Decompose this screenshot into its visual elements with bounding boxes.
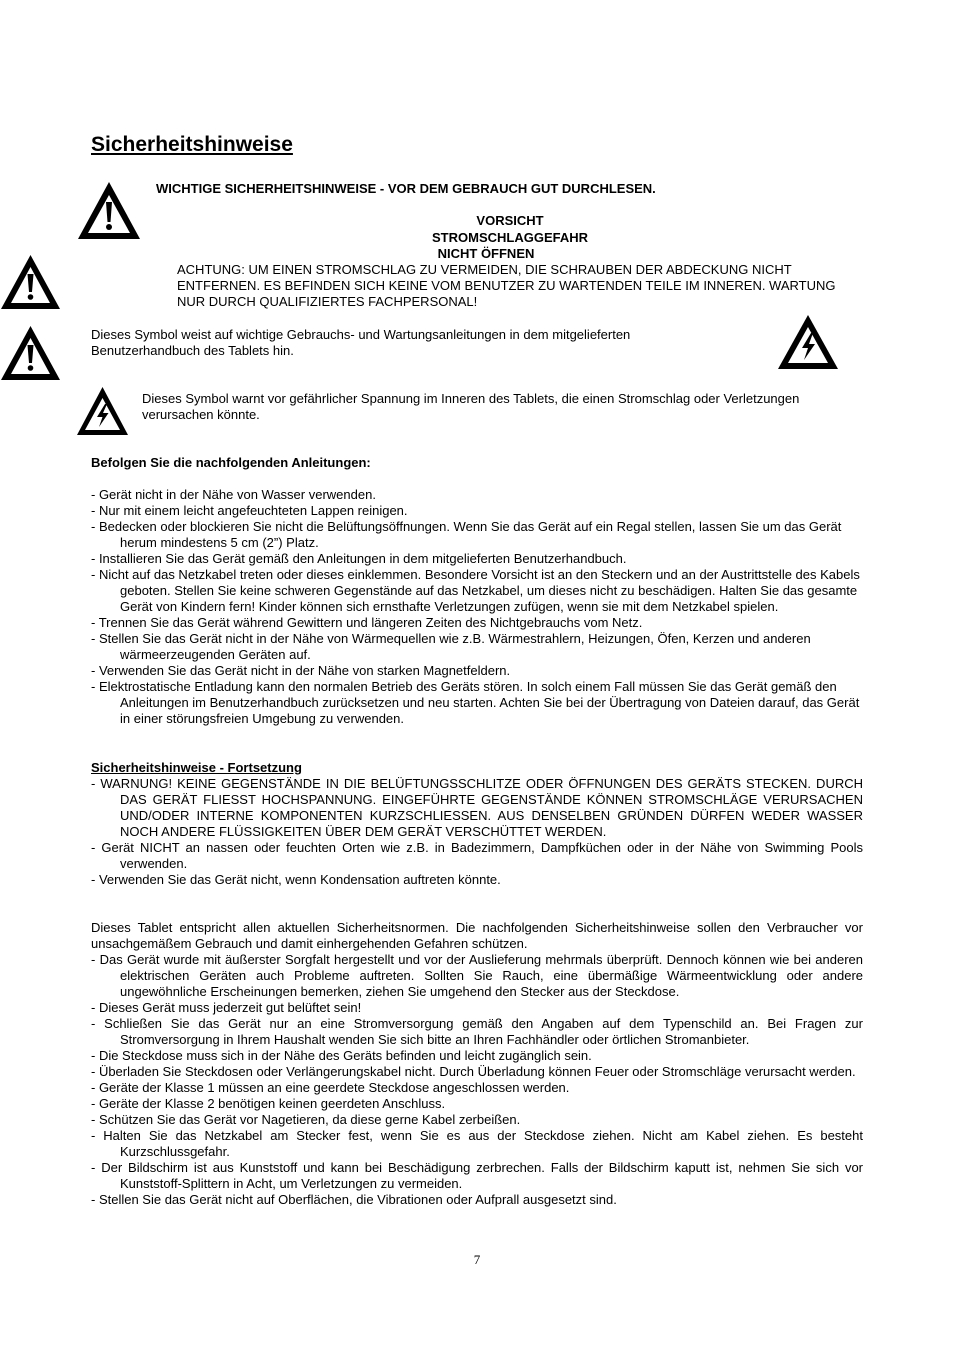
caution-line-3: NICHT ÖFFNEN [437, 246, 535, 261]
continued-list [91, 776, 863, 888]
list-item: - Der Bildschirm ist aus Kunststoff und kann bei Beschädigung zerbrechen. Falls der Bildschirm kaputt ist, nehmen Sie sich vor Kunststoff-Splittern in Acht, um Verletzungen zu vermeiden. [91, 1160, 863, 1191]
compliance-list [91, 952, 863, 1208]
intro-heading: WICHTIGE SICHERHEITSHINWEISE - VOR DEM GEBRAUCH GUT DURCHLESEN. [156, 181, 656, 196]
list-item: - Bedecken oder blockieren Sie nicht die Belüftungsöffnungen. Wenn Sie das Gerät auf ein Regal stellen, lassen Sie um das Gerät herum mindestens 5 cm (2”) Platz. [91, 519, 842, 550]
exclamation-warning-icon [76, 180, 142, 241]
list-item: - Verwenden Sie das Gerät nicht in der Nähe von starken Magnetfeldern. [91, 663, 511, 678]
compliance-paragraph: Dieses Tablet entspricht allen aktuellen Sicherheitsnormen. Die nachfolgenden Sicherheitshinweise sollen den Verbraucher vor unsachgemäßem Gebrauch und damit einhergehenden Gefahren schützen. [91, 920, 863, 951]
warning-paragraph: ACHTUNG: UM EINEN STROMSCHLAG ZU VERMEIDEN, DIE SCHRAUBEN DER ABDECKUNG NICHT ENTFERNEN. ES BEFINDEN SICH KEINE VOM BENUTZER ZU WARTENDEN TEILE IM INNEREN. WARTUNG NUR DURCH QUALIFIZIERTES FACHPERSONAL! [177, 262, 836, 309]
follow-list [91, 487, 863, 727]
caution-line-1: VORSICHT [476, 213, 544, 228]
list-item: - Stellen Sie das Gerät nicht auf Oberflächen, die Vibrationen oder Aufprall ausgesetzt sind. [91, 1192, 617, 1207]
symbol-exclamation-text: Dieses Symbol weist auf wichtige Gebrauchs- und Wartungsanleitungen in dem mitgelieferten Benutzerhandbuch des Tablets hin. [91, 327, 631, 358]
caution-line-2: STROMSCHLAGGEFAHR [432, 230, 588, 245]
exclamation-warning-icon [0, 325, 61, 381]
list-item: - Die Steckdose muss sich in der Nähe des Geräts befinden und leicht zugänglich sein. [91, 1048, 592, 1063]
list-item: - Schützen Sie das Gerät vor Nagetieren, da diese gerne Kabel zerbeißen. [91, 1112, 521, 1127]
continued-heading: Sicherheitshinweise - Fortsetzung [91, 760, 302, 775]
list-item: - Gerät nicht in der Nähe von Wasser verwenden. [91, 487, 376, 502]
list-item: - Schließen Sie das Gerät nur an eine Stromversorgung gemäß den Angaben auf dem Typenschild an. Bei Fragen zur Stromversorgung in Ihrem Haushalt wenden Sie sich bitte an Ihren Fachhändler oder örtlichen Stromanbieter. [91, 1016, 863, 1047]
list-item: - Verwenden Sie das Gerät nicht, wenn Kondensation auftreten könnte. [91, 872, 501, 887]
list-item: - Elektrostatische Entladung kann den normalen Betrieb des Geräts stören. In solch einem Fall müssen Sie das Gerät gemäß den Anleitungen im Benutzerhandbuch zurücksetzen und neu starten. Achten Sie bei der Übertragung von Dateien darauf, das Gerät in einer störungsfreien Umgebung zu verwenden. [91, 679, 860, 726]
exclamation-warning-icon [0, 254, 61, 310]
list-item: - Dieses Gerät muss jederzeit gut belüftet sein! [91, 1000, 362, 1015]
page-title: Sicherheitshinweise [91, 133, 293, 156]
page-number: 7 [473, 1252, 481, 1267]
list-item: - Geräte der Klasse 2 benötigen keinen geerdeten Anschluss. [91, 1096, 446, 1111]
lightning-warning-icon [777, 314, 839, 370]
list-item: - Halten Sie das Netzkabel am Stecker fest, wenn Sie es aus der Steckdose ziehen. Nicht am Kabel ziehen. Es besteht Kurzschlussgefahr. [91, 1128, 863, 1159]
list-item: - Nur mit einem leicht angefeuchteten Lappen reinigen. [91, 503, 408, 518]
list-item: - Gerät NICHT an nassen oder feuchten Orten wie z.B. in Badezimmern, Dampfküchen oder in der Nähe von Swimming Pools verwenden. [91, 840, 863, 871]
list-item: - Nicht auf das Netzkabel treten oder dieses einklemmen. Besondere Vorsicht ist an den Steckern und an der Austrittstelle des Kabels geboten. Stellen Sie keine schweren Gegenstände auf das Netzkabel, um dieses nicht zu beschädigen. Halten Sie das gesamte Gerät von Kindern fern! Kinder können sich ernsthafte Verletzungen zufügen, wenn sie mit dem Netzkabel spielen. [91, 567, 860, 614]
list-item: - WARNUNG! KEINE GEGENSTÄNDE IN DIE BELÜFTUNGSSCHLITZE ODER ÖFFNUNGEN DES GERÄTS STECKEN. DURCH DAS GERÄT FLIESST HOCHSPANNUNG. EINGEFÜHRTE GEGENSTÄNDE KÖNNEN STROMSCHLÄGE VERURSACHEN UND/ODER INTERNE KOMPONENTEN KURZSCHLIESSEN. AUS DENSELBEN GRÜNDEN DÜRFEN WEDER WASSER NOCH ANDERE FLÜSSIGKEITEN ÜBER DEM GERÄT VERSCHÜTTET WERDEN. [91, 776, 863, 839]
follow-heading: Befolgen Sie die nachfolgenden Anleitungen: [91, 455, 371, 470]
lightning-warning-icon [76, 386, 129, 436]
list-item: - Das Gerät wurde mit äußerster Sorgfalt hergestellt und vor der Auslieferung mehrmals überprüft. Dennoch können wie bei anderen elektrischen Geräten auch Probleme auftreten. Sollten Sie Rauch, eine übermäßige Wärmeentwicklung oder andere ungewöhnliche Erscheinungen bemerken, ziehen Sie umgehend den Stecker aus der Steckdose. [91, 952, 863, 999]
list-item: - Überladen Sie Steckdosen oder Verlängerungskabel nicht. Durch Überladung können Feuer oder Stromschläge verursacht werden. [91, 1064, 856, 1079]
list-item: - Trennen Sie das Gerät während Gewittern und längeren Zeiten des Nichtgebrauchs vom Netz. [91, 615, 643, 630]
symbol-lightning-text: Dieses Symbol warnt vor gefährlicher Spannung im Inneren des Tablets, die einen Stromschlag oder Verletzungen verursachen könnte. [142, 391, 800, 422]
list-item: - Stellen Sie das Gerät nicht in der Nähe von Wärmequellen wie z.B. Wärmestrahlern, Heizungen, Öfen, Kerzen und anderen wärmeerzeugenden Geräten auf. [91, 631, 811, 662]
list-item: - Installieren Sie das Gerät gemäß den Anleitungen in dem mitgelieferten Benutzerhandbuch. [91, 551, 627, 566]
list-item: - Geräte der Klasse 1 müssen an eine geerdete Steckdose angeschlossen werden. [91, 1080, 570, 1095]
